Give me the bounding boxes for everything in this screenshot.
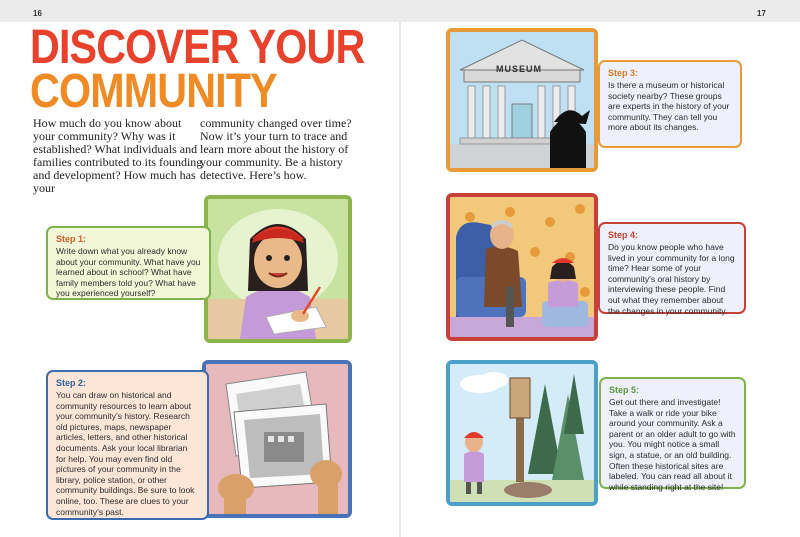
museum-image [450,32,594,168]
step2-text: You can draw on historical and community resources to learn about your community’s history. Research old pictures, maps, newspaper articles, letters, and other historical documents. Ask your local librarian for help. You may even find old pictures of your community in the library, police station, or other community buildings. Be sure to look online, too. These are clues to your community’s past. [56,390,195,517]
step1-title: Step 1: [56,234,87,244]
right-page-number: 17 [757,9,766,18]
step2-title: Step 2: [56,378,87,388]
girl-writing-image [208,199,348,339]
page-gutter [399,22,401,537]
step1-illustration [204,195,352,343]
outdoor-sign-image [450,364,594,502]
left-page-number: 16 [33,9,42,18]
museum-sign: MUSEUM [496,64,542,74]
step4-text: Do you know people who have lived in your community for a long time? Hear some of your community’s oral history by interviewing these people. Find out what they remember about the changes in your community. [608,242,735,316]
page-header-bar [0,0,800,22]
title-line-1: DISCOVER YOUR [30,21,365,74]
title-line-2: COMMUNITY [30,65,277,118]
step3-title: Step 3: [608,68,639,78]
step5-box [599,377,746,492]
intro-column-2: community changed over time? Now it’s your turn to trace and learn more about the history of your community. Be a history detective. Here’s how. [200,116,352,182]
step5-title: Step 5: [609,385,640,395]
old-photos-image [206,364,348,514]
step1-box [46,226,211,300]
step2-box [46,370,209,520]
step1-text: Write down what you already know about your community. What have you learned about in school? What have family members told you? What have you experienced yourself? [56,246,201,299]
interview-image [450,197,594,337]
step2-illustration [202,360,352,518]
step3-text: Is there a museum or historical society nearby? These groups are experts in the history of your community. They can tell you more about its changes. [608,80,730,133]
step4-illustration [446,193,598,341]
step4-title: Step 4: [608,230,639,240]
step3-illustration [446,28,598,172]
step5-illustration [446,360,598,506]
step4-box [598,222,746,314]
intro-column-1: How much do you know about your community? Why was it established? What individuals and families contributed to its founding and development? How much has your [33,116,203,195]
step5-text: Get out there and investigate! Take a walk or ride your bike around your community. Ask a parent or an older adult to go with you. You might notice a small sign, a statue, or an old building. Often these historical sites are labeled. You can read all about it while standing right at the site! [609,397,736,492]
step3-box [598,60,742,148]
